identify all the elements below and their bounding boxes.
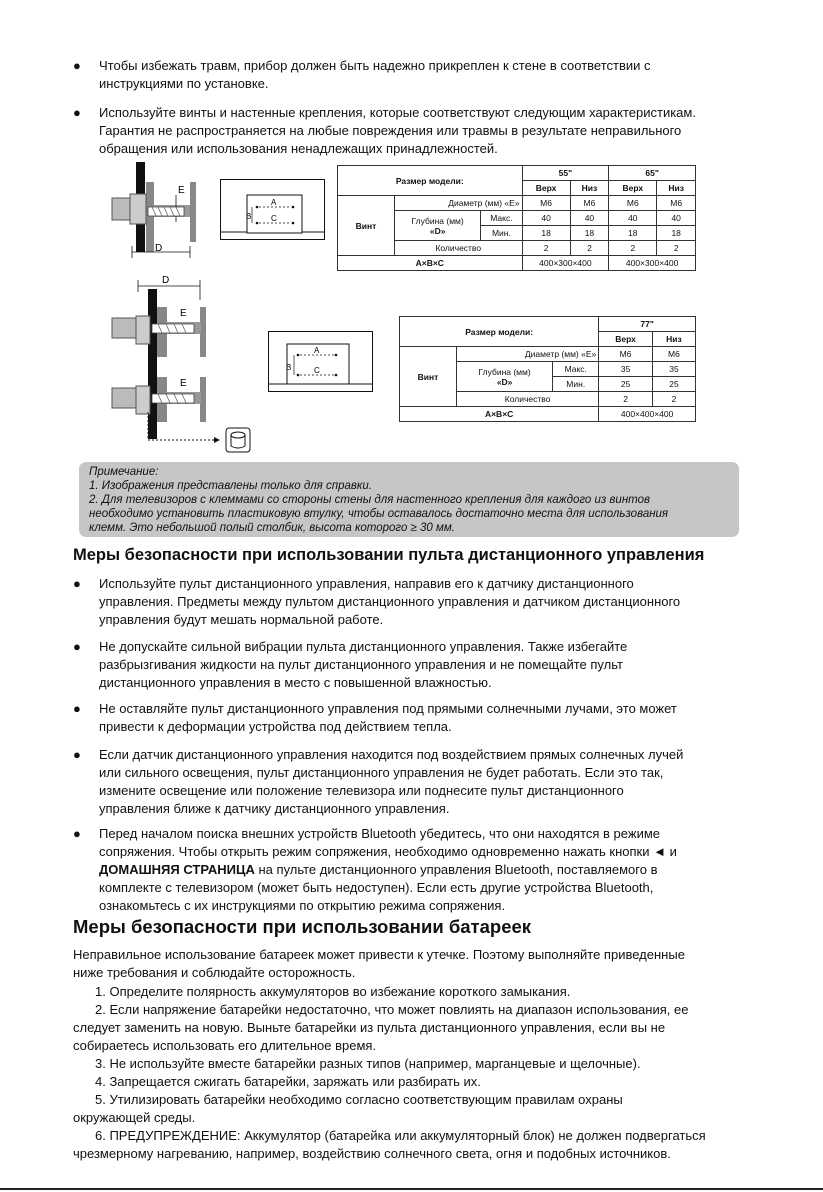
wall-mount-diagram-1 xyxy=(108,160,218,265)
line: Чтобы избежать травм, прибор должен быть надежно прикреплен к стене в соответствии с xyxy=(99,58,651,73)
label-e: E xyxy=(180,378,187,389)
line: 6. ПРЕДУПРЕЖДЕНИЕ: Аккумулятор (батарейка или аккумуляторный блок) не должен подвергаться xyxy=(95,1128,706,1143)
note-box xyxy=(79,462,739,537)
depth-text: Глубина (мм) xyxy=(411,215,464,226)
line: комплекте с телевизором (может быть недоступен). Если есть другие устройства Bluetooth, xyxy=(99,880,654,895)
line: следует заменить на новую. Выньте батарейки из пульта дистанционного управления, если вы не xyxy=(73,1020,666,1035)
d-label: «D» xyxy=(496,376,513,387)
bullet-marker: ● xyxy=(73,747,81,762)
cell: 35 xyxy=(652,362,695,377)
cell: 40 xyxy=(522,211,570,226)
spec-table-77 xyxy=(399,316,696,422)
bullet-text xyxy=(99,57,773,93)
remote-bullet-bluetooth xyxy=(73,825,773,915)
remote-bullet-2 xyxy=(73,638,773,692)
cell: 18 xyxy=(609,226,657,241)
line: управления. Предметы между пультом дистанционного управления и датчиком дистанционного xyxy=(99,594,681,609)
line: 1. Определите полярность аккумуляторов во избежание короткого замыкания. xyxy=(95,984,571,999)
cell: 25 xyxy=(652,377,695,392)
home-button-name: ДОМАШНЯЯ СТРАНИЦА xyxy=(99,862,255,877)
battery-item-5 xyxy=(73,1091,765,1127)
line: Перед началом поиска внешних устройств Bluetooth убедитесь, что они находятся в режиме xyxy=(99,826,660,841)
cell: M6 xyxy=(657,196,696,211)
remote-bullet-1 xyxy=(73,575,773,629)
cell: 400×300×400 xyxy=(609,256,696,271)
battery-item-1 xyxy=(95,983,765,1001)
battery-heading: Меры безопасности при использовании батареек xyxy=(73,916,532,937)
cell: 18 xyxy=(570,226,609,241)
line: 2. Если напряжение батарейки недостаточно, что может повлиять на диапазон использования, ее xyxy=(95,1002,689,1017)
cell: M6 xyxy=(522,196,570,211)
line: 5. Утилизировать батарейки необходимо согласно соответствующим правилам охраны xyxy=(95,1092,623,1107)
cell: 18 xyxy=(657,226,696,241)
line: окружающей среды. xyxy=(73,1110,196,1125)
axbxc-label: A×B×C xyxy=(338,256,523,271)
screw-label: Винт xyxy=(400,347,457,407)
line: измените освещение или положение телевизора или поднесите пульт дистанционного xyxy=(99,783,624,798)
line: Не оставляйте пульт дистанционного управления под прямыми солнечными лучами, это может xyxy=(99,701,677,716)
cell: 2 xyxy=(570,241,609,256)
line: сопряжения. Чтобы открыть режим сопряжения, необходимо одновременно нажать кнопки ◄ и xyxy=(99,844,677,859)
label-b: B xyxy=(246,212,252,221)
cell: 2 xyxy=(609,241,657,256)
remote-heading: Меры безопасности при использовании пульта дистанционного управления xyxy=(73,546,705,564)
line: Не допускайте сильной вибрации пульта дистанционного управления. Также избегайте xyxy=(99,639,628,654)
axbxc-label: A×B×C xyxy=(400,407,599,422)
label-a: A xyxy=(314,346,320,355)
top-55: Верх xyxy=(522,181,570,196)
cell: 400×300×400 xyxy=(522,256,609,271)
note-line: клемм. Это небольшой полый столбик, высота которого ≥ 30 мм. xyxy=(89,522,455,534)
battery-intro xyxy=(73,946,763,982)
cell: 2 xyxy=(657,241,696,256)
bullet-marker: ● xyxy=(73,639,81,654)
screw-label: Винт xyxy=(338,196,395,256)
line: привести к деформации устройства под действием тепла. xyxy=(99,719,452,734)
cell: 2 xyxy=(599,392,653,407)
bottom-55: Низ xyxy=(570,181,609,196)
depth-label xyxy=(457,362,553,392)
model-size-label: Размер модели: xyxy=(338,166,523,196)
label-d: D xyxy=(162,275,170,286)
line: управления ближе к датчику дистанционного управления. xyxy=(99,801,450,816)
label-b: B xyxy=(286,363,292,372)
top-65: Верх xyxy=(609,181,657,196)
note-line: необходимо установить пластиковую втулку, чтобы оставалось достаточно места для использования xyxy=(89,508,669,520)
cell: 25 xyxy=(599,377,653,392)
line: или сильного освещения, пульт дистанционного управления не будет работать. Если это так, xyxy=(99,765,664,780)
label-e: E xyxy=(178,185,185,196)
tv-back-diagram-2 xyxy=(268,331,374,393)
page-bottom-rule xyxy=(0,1188,823,1190)
bullet-text xyxy=(99,700,773,736)
line: управления будут мешать нормальной работе. xyxy=(99,612,384,627)
bottom-65: Низ xyxy=(657,181,696,196)
battery-item-3 xyxy=(95,1055,765,1073)
d-label: «D» xyxy=(429,225,446,236)
model-size-label: Размер модели: xyxy=(400,317,599,347)
diameter-label: Диаметр (мм) «E» xyxy=(457,347,599,362)
cell: 40 xyxy=(657,211,696,226)
note-title: Примечание: xyxy=(89,466,159,478)
tv-back-diagram-1 xyxy=(220,179,326,241)
bullet-text xyxy=(99,825,773,915)
cell: 40 xyxy=(570,211,609,226)
max-label: Макс. xyxy=(553,362,599,377)
cell: 35 xyxy=(599,362,653,377)
bullet-marker: ● xyxy=(73,576,81,591)
note-line: 1. Изображения представлены только для справки. xyxy=(89,480,372,492)
quantity-label: Количество xyxy=(395,241,523,256)
cell: 400×400×400 xyxy=(599,407,696,422)
line: Используйте винты и настенные крепления, которые соответствуют следующим характеристикам. xyxy=(99,105,696,120)
min-label: Мин. xyxy=(481,226,522,241)
cell: 40 xyxy=(609,211,657,226)
top-77: Верх xyxy=(599,332,653,347)
label-e: E xyxy=(180,308,187,319)
line: Используйте пульт дистанционного управления, направив его к датчику дистанционного xyxy=(99,576,634,591)
line: 4. Запрещается сжигать батарейки, заряжать или разбирать их. xyxy=(95,1074,481,1089)
quantity-label: Количество xyxy=(457,392,599,407)
cell: 2 xyxy=(652,392,695,407)
intro-bullet-1 xyxy=(73,57,773,93)
label-a: A xyxy=(271,198,277,207)
bullet-marker: ● xyxy=(73,58,81,73)
battery-item-2 xyxy=(73,1001,765,1055)
depth-label xyxy=(395,211,481,241)
battery-item-6 xyxy=(73,1127,765,1163)
line: ниже требования и соблюдайте осторожность. xyxy=(73,965,356,980)
note-line: 2. Для телевизоров с клеммами со стороны стены для настенного крепления для каждого из винтов xyxy=(89,494,650,506)
min-label: Мин. xyxy=(553,377,599,392)
remote-bullet-3 xyxy=(73,700,773,736)
depth-text: Глубина (мм) xyxy=(478,366,531,377)
remote-bullet-4 xyxy=(73,746,773,818)
line: разбрызгивания жидкости на пульт дистанционного управления и не помещайте пульт xyxy=(99,657,623,672)
bullet-text xyxy=(99,638,773,692)
line: собираетесь использовать его длительное время. xyxy=(73,1038,377,1053)
label-d: D xyxy=(155,243,163,254)
line: 3. Не используйте вместе батарейки разных типов (например, марганцевые и щелочные). xyxy=(95,1056,641,1071)
battery-item-4 xyxy=(95,1073,765,1091)
cell: M6 xyxy=(609,196,657,211)
wall-mount-diagram-2 xyxy=(108,272,258,454)
cell: M6 xyxy=(599,347,653,362)
intro-bullet-2 xyxy=(73,104,773,158)
bullet-marker: ● xyxy=(73,826,81,841)
label-c: C xyxy=(314,366,320,375)
line: чрезмерному нагреванию, например, воздействию солнечного света, огня и подобных источников. xyxy=(73,1146,671,1161)
bottom-77: Низ xyxy=(652,332,695,347)
col-77: 77" xyxy=(599,317,696,332)
cell: M6 xyxy=(570,196,609,211)
cell: 18 xyxy=(522,226,570,241)
bullet-marker: ● xyxy=(73,701,81,716)
line: обращения или использования ненадлежащих принадлежностей. xyxy=(99,141,498,156)
bullet-marker: ● xyxy=(73,105,81,120)
bullet-text xyxy=(99,104,773,158)
line: на пульте дистанционного управления Bluetooth, поставляемого в xyxy=(254,862,658,877)
line: инструкциями по установке. xyxy=(99,76,269,91)
diameter-label: Диаметр (мм) «E» xyxy=(395,196,523,211)
line: ознакомьтесь с их инструкциями по открытию режима сопряжения. xyxy=(99,898,506,913)
max-label: Макс. xyxy=(481,211,522,226)
col-55: 55" xyxy=(522,166,609,181)
bullet-text xyxy=(99,575,773,629)
line: Если датчик дистанционного управления находится под воздействием прямых солнечных лучей xyxy=(99,747,684,762)
battery-list xyxy=(73,983,765,1163)
spec-table-55-65 xyxy=(337,165,696,271)
col-65: 65" xyxy=(609,166,696,181)
line: Гарантия не распространяется на любые повреждения или травмы в результате неправильного xyxy=(99,123,682,138)
line: Неправильное использование батареек может привести к утечке. Поэтому выполняйте приведенные xyxy=(73,947,685,962)
bullet-text xyxy=(99,746,773,818)
cell: 2 xyxy=(522,241,570,256)
line: дистанционного управления в место с повышенной влажностью. xyxy=(99,675,492,690)
label-c: C xyxy=(271,214,277,223)
cell: M6 xyxy=(652,347,695,362)
